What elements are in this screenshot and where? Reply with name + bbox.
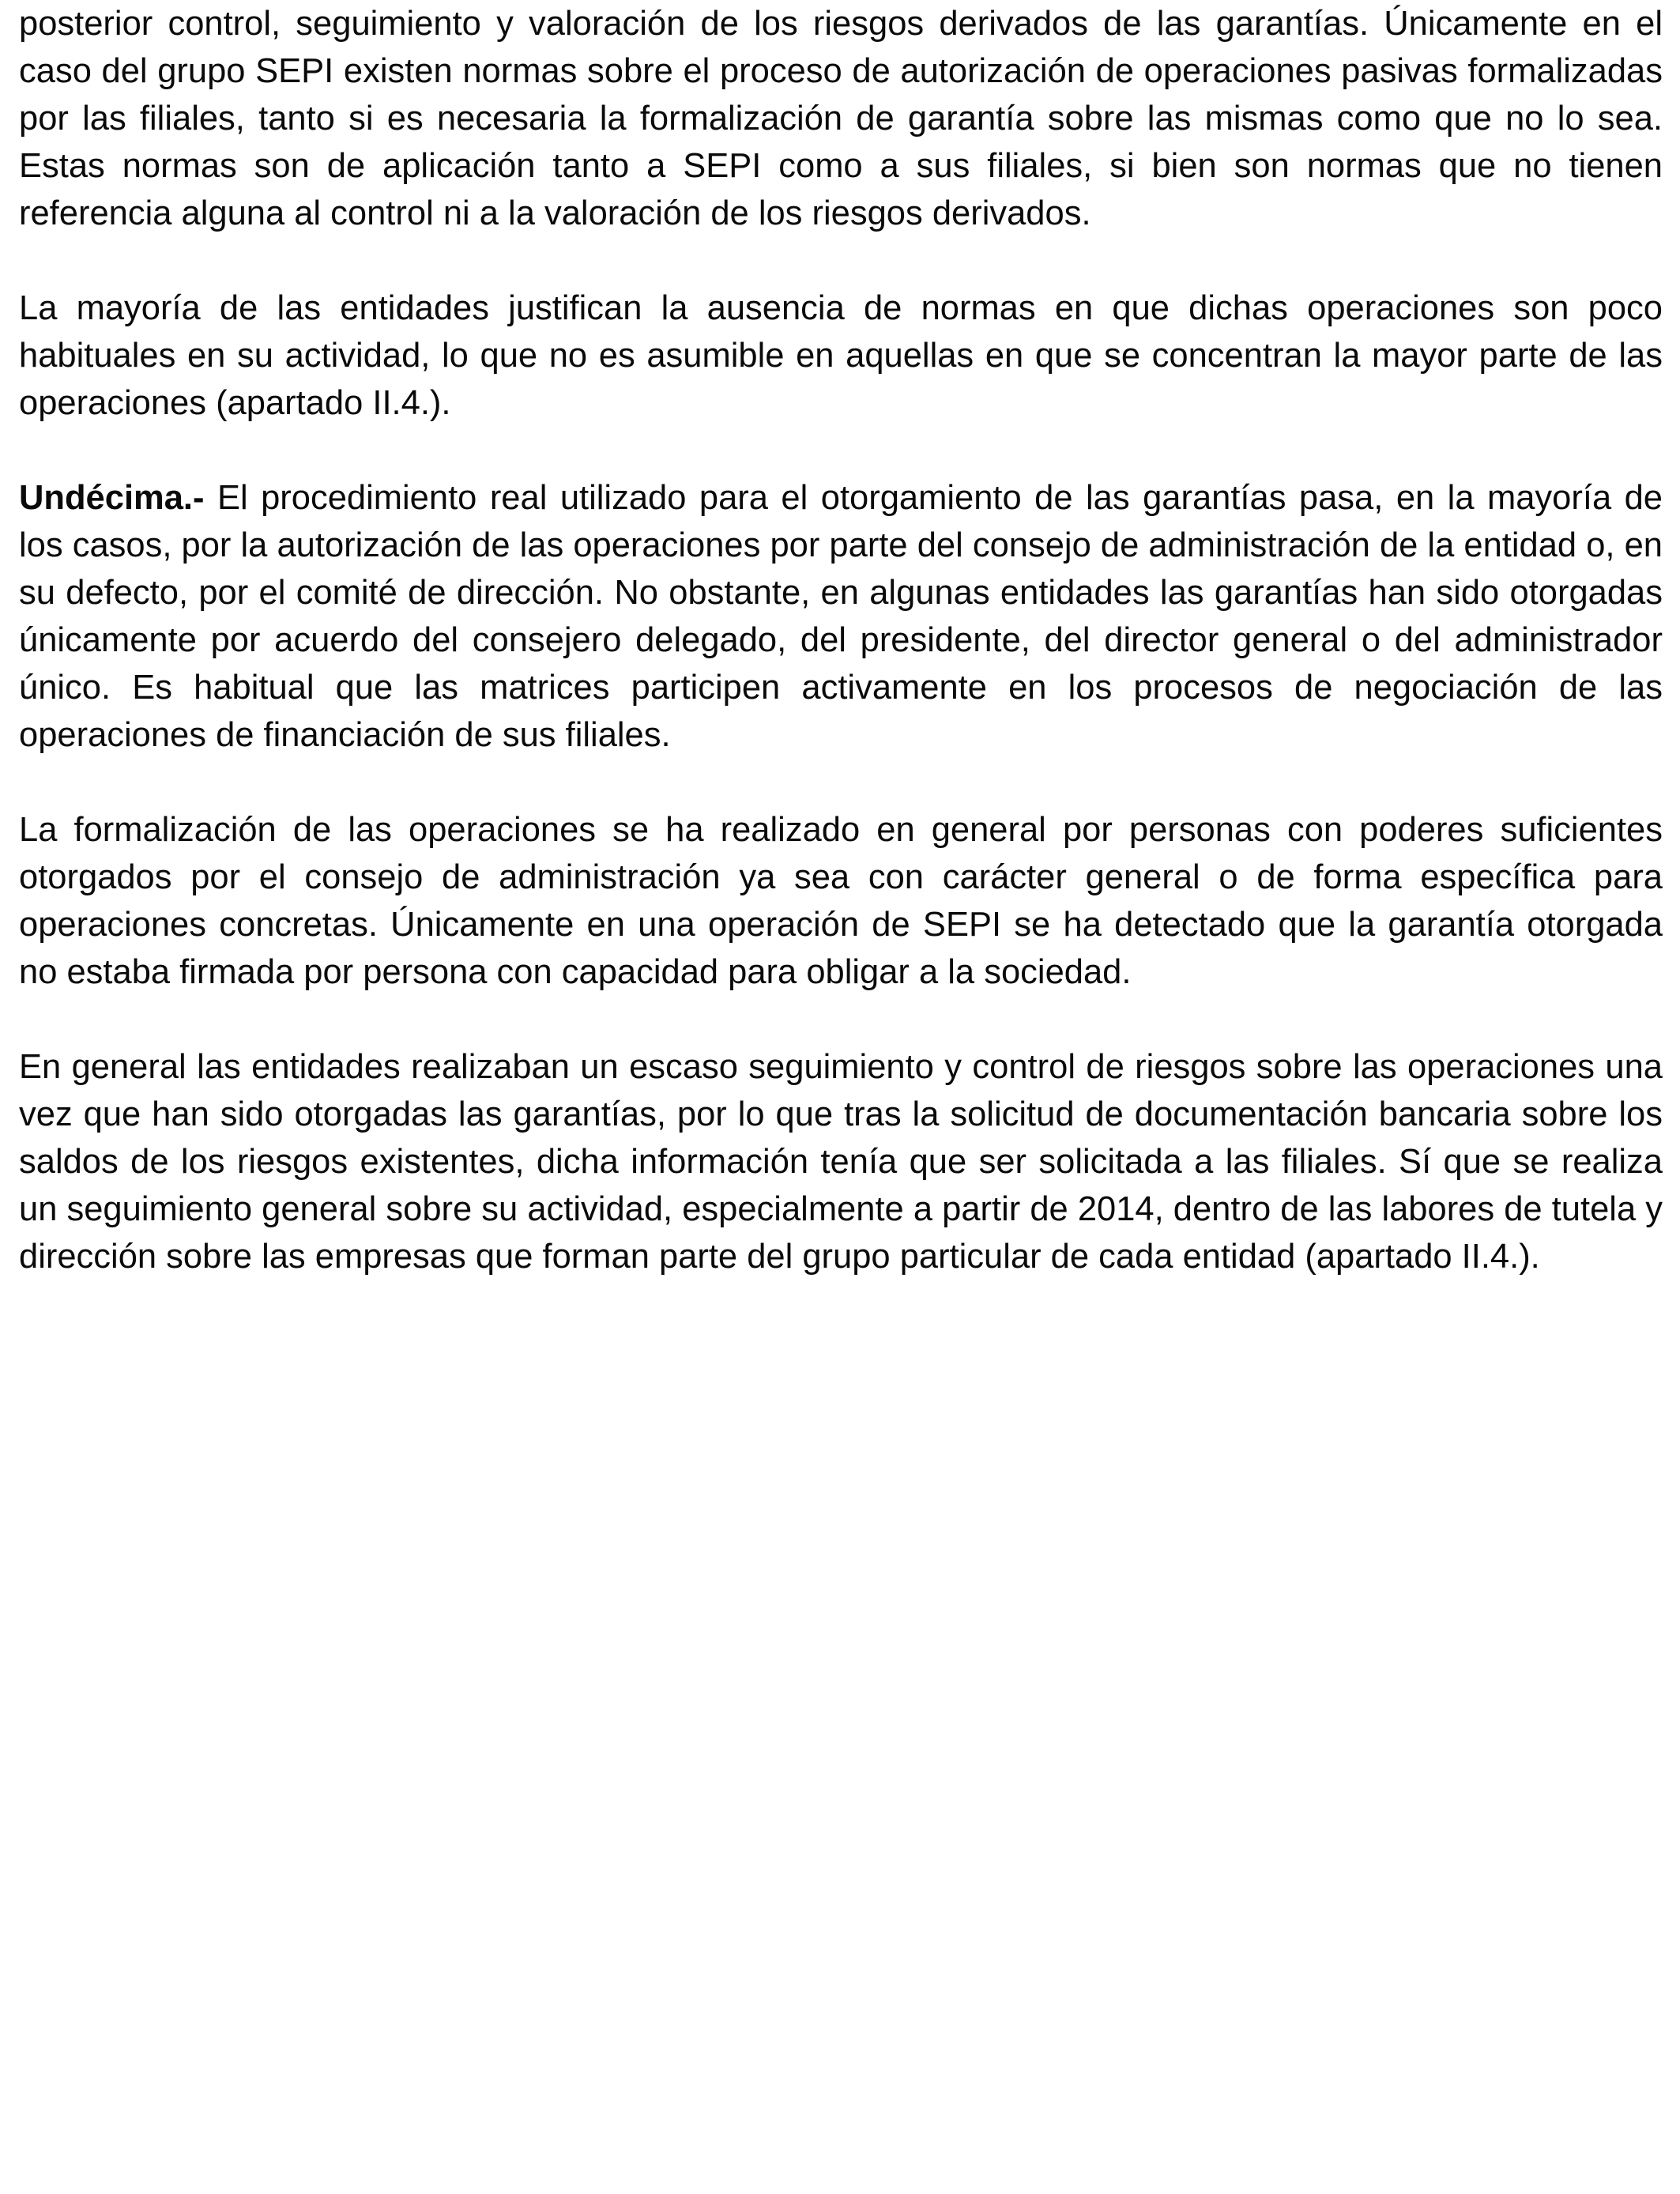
section-heading-undecima: Undécima.- [19,479,205,517]
paragraph-3-text: El procedimiento real utilizado para el otorgamiento de las garantías pasa, en la mayoría de los casos, por la autorización de las operaciones por parte del consejo de administración de la entidad o, en su defecto, por el comité de dirección. No obstante, en algunas entidades las garantías han sido otorgadas únicamente por acuerdo del consejero delegado, del presidente, del director general o del administrador único. Es habitual que las matrices participen activamente en los procesos de negociación de las operaciones de financiación de sus filiales. [19,479,1663,754]
document-page [19,0,1663,1280]
paragraph-3 [19,474,1663,759]
paragraph-2-text: La mayoría de las entidades justifican la ausencia de normas en que dichas operaciones son poco habituales en su actividad, lo que no es asumible en aquellas en que se concentran la mayor parte de las operaciones (apartado II.4.). [19,289,1663,422]
paragraph-5-text: En general las entidades realizaban un escaso seguimiento y control de riesgos sobre las operaciones una vez que han sido otorgadas las garantías, por lo que tras la solicitud de documentación bancaria sobre los saldos de los riesgos existentes, dicha información tenía que ser solicitada a las filiales. Sí que se realiza un seguimiento general sobre su actividad, especialmente a partir de 2014, dentro de las labores de tutela y dirección sobre las empresas que forman parte del grupo particular de cada entidad (apartado II.4.). [19,1048,1663,1276]
paragraph-4 [19,806,1663,996]
paragraph-1-text: posterior control, seguimiento y valoración de los riesgos derivados de las garantías. Únicamente en el caso del grupo SEPI existen normas sobre el proceso de autorización de operaciones pasivas formalizadas por las filiales, tanto si es necesaria la formalización de garantía sobre las mismas como que no lo sea. Estas normas son de aplicación tanto a SEPI como a sus filiales, si bien son normas que no tienen referencia alguna al control ni a la valoración de los riesgos derivados. [19,5,1663,232]
paragraph-5 [19,1043,1663,1280]
paragraph-4-text: La formalización de las operaciones se ha realizado en general por personas con poderes suficientes otorgados por el consejo de administración ya sea con carácter general o de forma específica para operaciones concretas. Únicamente en una operación de SEPI se ha detectado que la garantía otorgada no estaba firmada por persona con capacidad para obligar a la sociedad. [19,811,1663,991]
paragraph-1 [19,0,1663,237]
paragraph-2 [19,285,1663,427]
